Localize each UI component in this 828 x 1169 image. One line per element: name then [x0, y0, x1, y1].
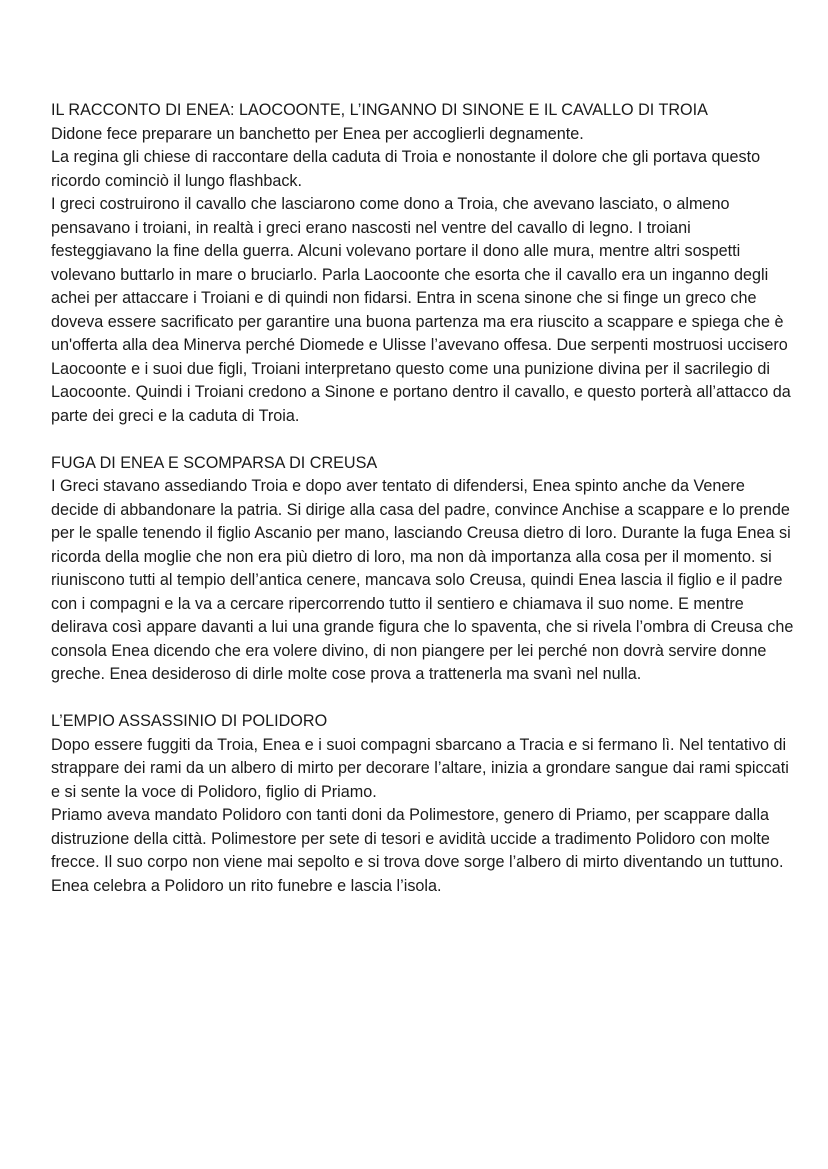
- paragraph: La regina gli chiese di raccontare della caduta di Troia e nonostante il dolore che gli portava questo ricordo cominciò il lungo flashback.: [51, 148, 761, 190]
- section-creusa: [51, 452, 796, 687]
- section-laocoonte: [51, 99, 796, 428]
- section-heading: L’EMPIO ASSASSINIO DI POLIDORO: [51, 712, 328, 730]
- paragraph: Priamo aveva mandato Polidoro con tanti doni da Polimestore, genero di Priamo, per scappare dalla distruzione della città. Polimestore per sete di tesori e avidità uccide a tradimento Polidoro con molte frecce. Il suo corpo non viene mai sepolto e si trova dove sorge l’albero di mirto diventando un tuttuno. Enea celebra a Polidoro un rito funebre e lascia l’isola.: [51, 806, 784, 895]
- paragraph: Didone fece preparare un banchetto per Enea per accoglierli degnamente.: [51, 124, 584, 143]
- section-polidoro: [51, 710, 796, 898]
- paragraph: I greci costruirono il cavallo che lasciarono come dono a Troia, che avevano lasciato, o almeno pensavano i troiani, in realtà i greci erano nascosti nel ventre del cavallo di legno. I troiani festeggiavano la fine della guerra. Alcuni volevano portare il dono alle mura, mentre altri sospetti volevano buttarlo in mare o bruciarlo. Parla Laocoonte che esorta che il cavallo era un inganno degli achei per attaccare i Troiani e di quindi non fidarsi. Entra in scena sinone che si finge un greco che doveva essere sacrificato per garantire una buona partenza ma era riuscito a scappare e spiega che è un'offerta alla dea Minerva perché Diomede e Ulisse l’avevano offesa. Due serpenti mostruosi uccisero Laocoonte e i suoi due figli, Troiani interpretano questo come una punizione divina per il sacrilegio di Laocoonte. Quindi i Troiani credono a Sinone e portano dentro il cavallo, e questo porterà all’attacco da parte dei greci e la caduta di Troia.: [51, 195, 791, 425]
- document-page: [51, 99, 796, 898]
- paragraph: Dopo essere fuggiti da Troia, Enea e i suoi compagni sbarcano a Tracia e si fermano lì. Nel tentativo di strappare dei rami da un albero di mirto per decorare l’altare, inizia a grondare sangue dai rami spiccati e si sente la voce di Polidoro, figlio di Priamo.: [51, 735, 789, 801]
- section-heading: FUGA DI ENEA E SCOMPARSA DI CREUSA: [51, 453, 378, 472]
- paragraph: I Greci stavano assediando Troia e dopo aver tentato di difendersi, Enea spinto anche da Venere decide di abbandonare la patria. Si dirige alla casa del padre, convince Anchise a scappare e lo prende per le spalle tenendo il figlio Ascanio per mano, lasciando Creusa dietro di loro. Durante la fuga Enea si ricorda della moglie che non era più dietro di loro, ma non dà importanza alla cosa per il momento. si riuniscono tutti al tempio dell’antica cenere, mancava solo Creusa, quindi Enea lascia il figlio e il padre con i compagni e la va a cercare ripercorrendo tutto il sentiero e chiamava il suo nome. E mentre delirava così appare davanti a lui una grande figura che lo spaventa, che si rivela l’ombra di Creusa che consola Enea dicendo che era volere divino, di non piangere per lei perché non dovrà servire donne greche. Enea desideroso di dirle molte cose prova a trattenerla ma svanì nel nulla.: [51, 477, 794, 683]
- section-heading: IL RACCONTO DI ENEA: LAOCOONTE, L’INGANNO DI SINONE E IL CAVALLO DI TROIA: [51, 101, 708, 119]
